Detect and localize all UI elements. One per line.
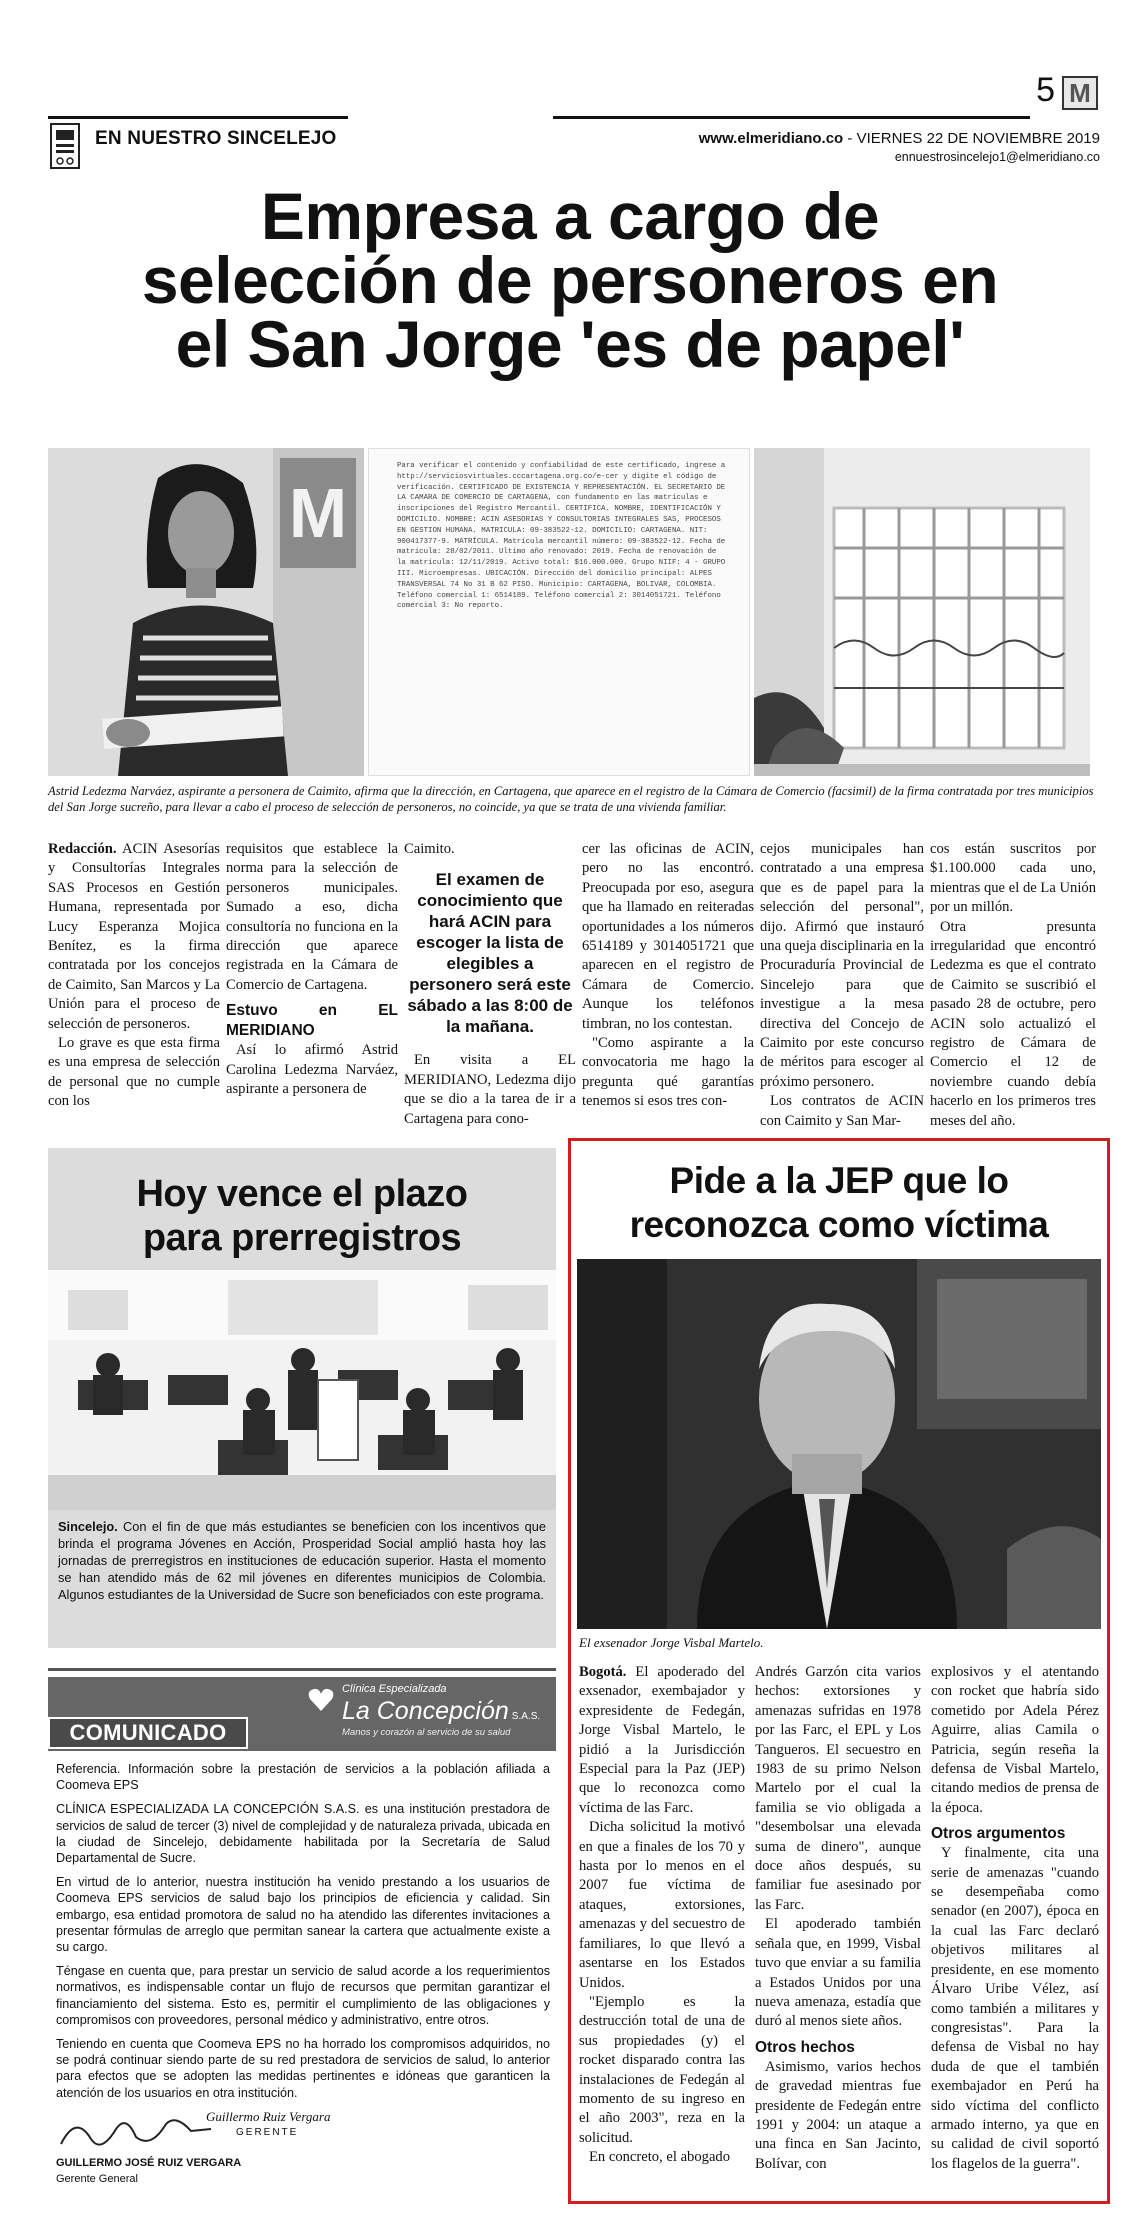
paragraph: El apoderado del exsenador, exembajador y expresidente de Fedegán, Jorge Visbal Martelo, le pidió a la Jurisdicción Especial para la Paz (JEP) que lo reconozca como víctima de las Farc. — [579, 1664, 745, 1816]
header-site-date — [640, 130, 1100, 147]
clinic-tagline: Manos y corazón al servicio de su salud — [342, 1727, 511, 1738]
masthead-logo — [1062, 76, 1098, 110]
prerregistros-story — [48, 1148, 556, 1648]
masthead-logo-letter: M — [1069, 78, 1091, 108]
date-separator: - — [847, 130, 857, 147]
signature — [56, 2103, 356, 2163]
paragraph: El apoderado también señala que, en 1999, Visbal tuvo que enviar a su familia a Estados Unidos por una nueva amenaza, estadía que duró al menos siete años. — [755, 1916, 921, 2030]
main-photo-caption: Astrid Ledezma Narváez, aspirante a personera de Caimito, afirma que la dirección, en Cartagena, que aparece en el registro de la Cámara de Comercio (facsimil) de la firma contratada por tres municipios del San Jorge sucreño, para llevar a cabo el proceso de selección de personeros, no coincide, ya que se trata de una vivienda familiar. — [48, 784, 1094, 814]
ad-paragraph: Teniendo en cuenta que Coomeva EPS no ha horrado los compromisos adquiridos, no se podrá continuar siendo parte de su red prestadora de servicios de salud, lo anterior para efectos que se adopten las medidas pertinentes e idóneas que garanticen la atención de los usuarios en otra institución. — [56, 2037, 550, 2100]
subheading: Otros hechos — [755, 2038, 855, 2056]
jep-col-3 — [931, 1663, 1099, 2174]
page-number: 5 — [1036, 71, 1055, 109]
paragraph: requisitos que establece la norma para la selección de personeros municipales. Sumado a eso, dicha consultoría no funciona en la dirección que aparece registrada en la Cámara de Comercio de Cartagena. — [226, 841, 398, 993]
house-illustration — [754, 448, 1090, 776]
jep-headline — [571, 1159, 1107, 1247]
section-icon — [48, 120, 82, 170]
jep-col-2 — [755, 1663, 921, 2174]
signer-role: Gerente General — [56, 2173, 138, 2185]
paragraph: Dicha solicitud la motivó en que a finales de los 70 y hasta por lo menos en el 2007 fue víctima de ataques, extorsiones, amenazas y del secuestro de familiares, lo que llevó a asentarse en los Estados Unidos. — [579, 1819, 745, 1991]
ad-paragraph: Referencia. Información sobre la prestación de servicios a la población afiliada a Coomeva EPS — [56, 1762, 550, 1793]
subheading: Otros argumentos — [931, 1825, 1066, 1843]
ad-body — [56, 1761, 550, 2101]
paragraph: explosivos y el atentando con rocket que habría sido cometido por Adela Pérez Aguirre, alias Camila o Patricia, según reseña la defensa de Visbal Martelo, citando medios de prensa de la época. — [931, 1664, 1099, 1816]
paragraph: Andrés Garzón cita varios hechos: extorsiones y amenazas sufridas en 1978 por las Farc, el EPL y Los Tangueros. El secuestro en 1983 de su primo Nelson Martelo por el cual la familia se vio obligada a "desembolsar una elevada suma de dinero", aunque doce años después, su familiar fue asesinado por las Farc. — [755, 1664, 921, 1913]
clinic-name-text: La Concepción — [342, 1697, 509, 1725]
chamber-of-commerce-certificate — [368, 448, 750, 776]
paragraph: cer las oficinas de ACIN, pero no las encontró. Preocupada por eso, asegura que ha llamado en reiteradas oportunidades a los números 6514189 y 3014051721 que aparecen en el registro de Cámara de Comercio. Aunque los teléfonos timbran, no los contestan. — [582, 841, 754, 1032]
paragraph: cejos municipales han contratado a una empresa que es de papel para la selección del personal", dijo. Afirmó que instauró una queja disciplinaria en la Procuraduría Provincial de Sincelejo para que investigue a la mesa directiva del Concejo de Caimito por este concurso de méritos para escoger al próximo personero. — [760, 841, 924, 1090]
paragraph: "Ejemplo es la destrucción total de una de sus propiedades (y) el rocket disparado contra las instalaciones de Fedegán al momento de su ingreso en el año 2003", reza en la solicitud. — [579, 1993, 745, 2146]
main-article-col-4 — [582, 840, 754, 1112]
main-article-col-2 — [226, 840, 398, 1099]
ad-label-box — [48, 1717, 248, 1749]
main-headline-line: selección de personeros en — [141, 243, 999, 317]
caption-text: Con el fin de que más estudiantes se beneficien con los incentivos que brinda el programa Jóvenes en Acción, Prosperidad Social amplió hasta hoy las jornadas de prerregistros en instituciones de educación superior. Hasta el momento se han atendido más de 62 mil jóvenes en diferentes municipios de Colombia. Algunos estudiantes de la Universidad de Sucre son beneficiados con este programa. — [58, 1519, 546, 1602]
paragraph: Así lo afirmó Astrid Carolina Ledezma Narváez, aspirante a personera de — [226, 1042, 398, 1098]
visbal-portrait — [577, 1259, 1101, 1629]
signer-name: GUILLERMO JOSÉ RUIZ VERGARA — [56, 2157, 242, 2169]
paragraph: Asimismo, varios hechos de gravedad mientras fue presidente de Fedegán entre 1991 y 2004: un ataque a una finca en San Jacinto, Bolívar, con — [755, 2058, 921, 2172]
main-headline — [30, 179, 1110, 381]
jep-story — [568, 1138, 1110, 2204]
paragraph: "Como aspirante a la convocatoria me hago la pregunta qué garantías tenemos si esos tres con- — [582, 1035, 754, 1110]
dateline: Bogotá. — [579, 1664, 627, 1680]
clinic-logo — [306, 1681, 556, 1749]
ad-paragraph: En virtud de lo anterior, nuestra institución ha venido prestando a los usuarios de Coomeva EPS servicios de salud bajo los principios de eficiencia y calidad. Sin embargo, esa entidad promotora de salud no ha atendido las diferentes invitaciones a presentar fórmulas de arreglo que permitan sanear la cartera que actualmente existe a su cargo. — [56, 1875, 550, 1955]
signature-name-script: Guillermo Ruiz Vergara — [206, 2109, 331, 2124]
paragraph: Lo grave es que esta firma es una empresa de selección de personal que no cumple con los — [48, 1035, 220, 1110]
caption-dateline: Sincelejo. — [58, 1519, 118, 1534]
sign-logo-letter: M — [288, 474, 348, 552]
clinic-small-name: Clínica Especializada — [342, 1683, 447, 1695]
main-article-col-3 — [404, 840, 576, 1129]
main-article-col-5 — [760, 840, 924, 1131]
prerregistros-headline — [48, 1172, 556, 1260]
header-top-rule — [553, 116, 1030, 119]
site-url[interactable]: www.elmeridiano.co — [698, 130, 844, 147]
comunicado-ad — [48, 1668, 556, 2188]
students-illustration — [48, 1270, 556, 1510]
headline-line: Pide a la JEP que lo — [669, 1160, 1009, 1201]
signature-scribble — [56, 2109, 216, 2153]
headline-line: para prerregistros — [142, 1217, 462, 1259]
photo-students-computers — [48, 1270, 556, 1510]
paragraph: Los contratos de ACIN con Caimito y San Mar- — [760, 1093, 924, 1129]
issue-date: VIERNES 22 DE NOVIEMBRE 2019 — [856, 130, 1100, 147]
paragraph: cos están suscritos por $1.100.000 cada uno, mientras que el de La Unión por un millón. — [930, 841, 1096, 916]
clinic-suffix: S.A.S. — [511, 1711, 541, 1722]
section-rule — [48, 116, 348, 119]
certificate-text: Para verificar el contenido y confiabilidad de este certificado, ingrese a http://serviciosvirtuales.cccartagena.org.co/e-cer y digite el código de verificación. CERTIFICADO DE EXISTENCIA Y REPRESENTACIÓN. EL SECRETARIO DE LA CAMARA DE COMERCIO DE CARTAGENA, con fundamento en las matrículas e inscripciones del Registro Mercantil. CERTIFICA. NOMBRE, IDENTIFICACIÓN Y DOMICILIO. NOMBRE: ACIN ASESORIAS Y CONSULTORIAS INTEGRALES SAS, PROCESOS EN GESTION HUMANA. MATRICULA: 09-383522-12. DOMICILIO: CARTAGENA. NIT: 900417377-9. MATRÍCULA. Matrícula mercantil número: 09-383522-12. Fecha de matrícula: 28/02/2011. Ultimo año renovado: 2019. Fecha de renovación de la matrícula: 12/11/2019. Activo total: $16.000.000. Grupo NIIF: 4 - GRUPO III. Microempresas. UBICACIÓN. Dirección del domicilio principal: ALPES TRANSVERSAL 74 No 31 B 62 PISO. Municipio: CARTAGENA, BOLIVAR, COLOMBIA. Teléfono comercial 1: 6514189. Teléfono comercial 2: 3014051721. Teléfono comercial 3: No reporto. — [397, 462, 726, 611]
main-headline-line: el San Jorge 'es de papel' — [175, 307, 965, 381]
paragraph: Otra presunta irregularidad que encontró Ledezma es que el contrato de Caimito se suscribió el pasado 28 de octubre, pero ACIN solo actualizó el registro de Cámara de Comercio el 12 de noviembre cuando debía hacerlo en los primeros tres meses del año. — [930, 918, 1096, 1129]
clinic-name — [342, 1697, 540, 1731]
paragraph: Caimito. — [404, 841, 455, 857]
section-email[interactable]: ennuestrosincelejo1@elmeridiano.co — [894, 150, 1100, 164]
headline-line: reconozca como víctima — [629, 1204, 1049, 1245]
page-header — [0, 60, 1140, 170]
jep-photo-caption: El exsenador Jorge Visbal Martelo. — [579, 1635, 764, 1650]
photo-jorge-visbal — [577, 1259, 1101, 1629]
headline-line: Hoy vence el plazo — [136, 1173, 468, 1215]
paragraph: Y finalmente, cita una serie de amenazas "cuando se desempeñaba como senador (en 2007), época en la cual las Farc declaró objetivos militares al presidente, en ese momento Álvaro Uribe Vélez, así como también a militares y congresistas". Para la defensa de Visbal no hay duda de que el también exembajador en Perú ha sido víctima del conflicto armado interno, ya que en su calidad de civil soportó los flagelos de la guerra". — [931, 1845, 1099, 2172]
main-article-col-1 — [48, 840, 220, 1112]
section-label: EN NUESTRO SINCELEJO — [95, 128, 337, 149]
ad-paragraph: Téngase en cuenta que, para prestar un servicio de salud acorde a los requerimientos normativos, es indispensable contar un flujo de recursos que permitan garantizar el financiamiento del sistema. Esto es, permitir el cumplimiento de las obligaciones y compromisos con proveedores, personal médico y administrativo, entre otros. — [56, 1964, 550, 2027]
jep-col-1 — [579, 1663, 745, 2168]
woman-figure — [48, 448, 364, 776]
photo-house-facade — [754, 448, 1090, 776]
subheading: Estuvo en EL MERIDIANO — [226, 1002, 398, 1040]
clinic-heart-icon — [306, 1685, 336, 1715]
signature-role: GERENTE — [236, 2127, 299, 2138]
photo-astrid-ledezma — [48, 448, 364, 776]
ad-paragraph: CLÍNICA ESPECIALIZADA LA CONCEPCIÓN S.A.S. es una institución prestadora de servicios de salud de tercer (3) nivel de complejidad y de naturaleza privada, ubicada en la ciudad de Sincelejo, debidamente habilitada por la Secretaría de Salud Departamental de Sucre. — [56, 1802, 550, 1866]
main-headline-line: Empresa a cargo de — [260, 179, 880, 253]
main-article-col-6 — [930, 840, 1096, 1131]
paragraph: ACIN Asesorías y Consultorías Integrales SAS Procesos en Gestión Humana, representada por Lucy Esperanza Mojica Benítez, es la firma contratada por los concejos de Caimito, San Marcos y La Unión para el proceso de selección de personeros. — [48, 841, 220, 1032]
paragraph: En visita a EL MERIDIANO, Ledezma dijo que se dio a la tarea de ir a Cartagena para cono- — [404, 1052, 576, 1127]
dateline: Redacción. — [48, 841, 117, 857]
prerregistros-caption — [58, 1518, 546, 1603]
ad-label: COMUNICADO — [69, 1720, 227, 1745]
pull-quote: El examen de conocimiento que hará ACIN para escoger la lista de elegibles a personero será este sábado a las 8:00 de la mañana. — [407, 870, 573, 1037]
paragraph: En concreto, el abogado — [589, 2149, 731, 2166]
